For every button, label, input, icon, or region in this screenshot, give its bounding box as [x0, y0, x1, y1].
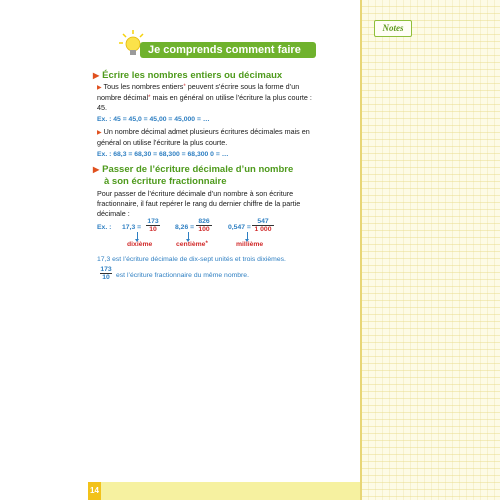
example2-fraction: $\frac{826}{100}$	[196, 218, 212, 233]
section2-heading: ▶ Passer de l’écriture décimale d’un nombre à son écriture fractionnaire	[93, 164, 294, 187]
triangle-bullet-icon: ▶	[93, 165, 100, 174]
section1-example2: Ex. : 68,3 = 68,30 = 68,300 = 68,300 0 = …	[97, 151, 229, 158]
arrow-down-icon	[247, 232, 248, 240]
example1-decimal: 17,3 =	[122, 224, 142, 231]
example1-rank: dixième	[127, 241, 153, 248]
example2-decimal: 8,26 =	[175, 224, 195, 231]
note2-fraction: $\frac{173}{10}$	[100, 266, 112, 281]
arrow-down-icon	[188, 232, 189, 240]
section2-example-label: Ex. :	[97, 224, 112, 231]
example3-rank: millième	[236, 241, 264, 248]
section2-paragraph: Pour passer de l’écriture décimale d’un nombre à son écriture fractionnaire, il faut repérer le rang du dernier chiffre de la partie décimale :	[97, 189, 301, 218]
triangle-bullet-icon: ▶	[93, 71, 100, 80]
section2-note1: 17,3 est l’écriture décimale de dix-sept unités et trois dixièmes.	[97, 256, 286, 263]
section2-note2: est l’écriture fractionnaire du même nombre.	[116, 272, 249, 279]
asterisk-icon: *	[183, 84, 186, 90]
section1-paragraph2: ▶ Un nombre décimal admet plusieurs écritures décimales mais en général on utilise l’écriture la plus courte.	[97, 127, 310, 147]
section1-example1: Ex. : 45 = 45,0 = 45,00 = 45,000 = …	[97, 116, 210, 123]
section1-heading: ▶ Écrire les nombres entiers ou décimaux	[93, 70, 283, 81]
triangle-bullet-icon: ▶	[97, 130, 102, 136]
notes-column	[360, 0, 500, 500]
example1-fraction: $\frac{173}{10}$	[147, 218, 159, 233]
example3-decimal: 0,547 =	[228, 224, 251, 231]
arrow-down-icon	[137, 232, 138, 240]
asterisk-icon: *	[205, 241, 208, 247]
example2-rank: centième*	[176, 241, 208, 248]
bottom-strip	[88, 482, 360, 500]
triangle-bullet-icon: ▶	[97, 85, 102, 91]
example3-fraction: $\frac{547}{1 000}$	[252, 218, 274, 233]
page-number: 14	[88, 482, 101, 500]
page-title: Je comprends comment faire	[140, 42, 316, 58]
notes-label: Notes	[374, 20, 412, 37]
asterisk-icon: *	[148, 95, 151, 101]
section1-paragraph1: ▶ Tous les nombres entiers* peuvent s’écrire sous la forme d’un nombre décimal* mais en général on utilise l’écriture la plus courte : 45.	[97, 82, 312, 112]
